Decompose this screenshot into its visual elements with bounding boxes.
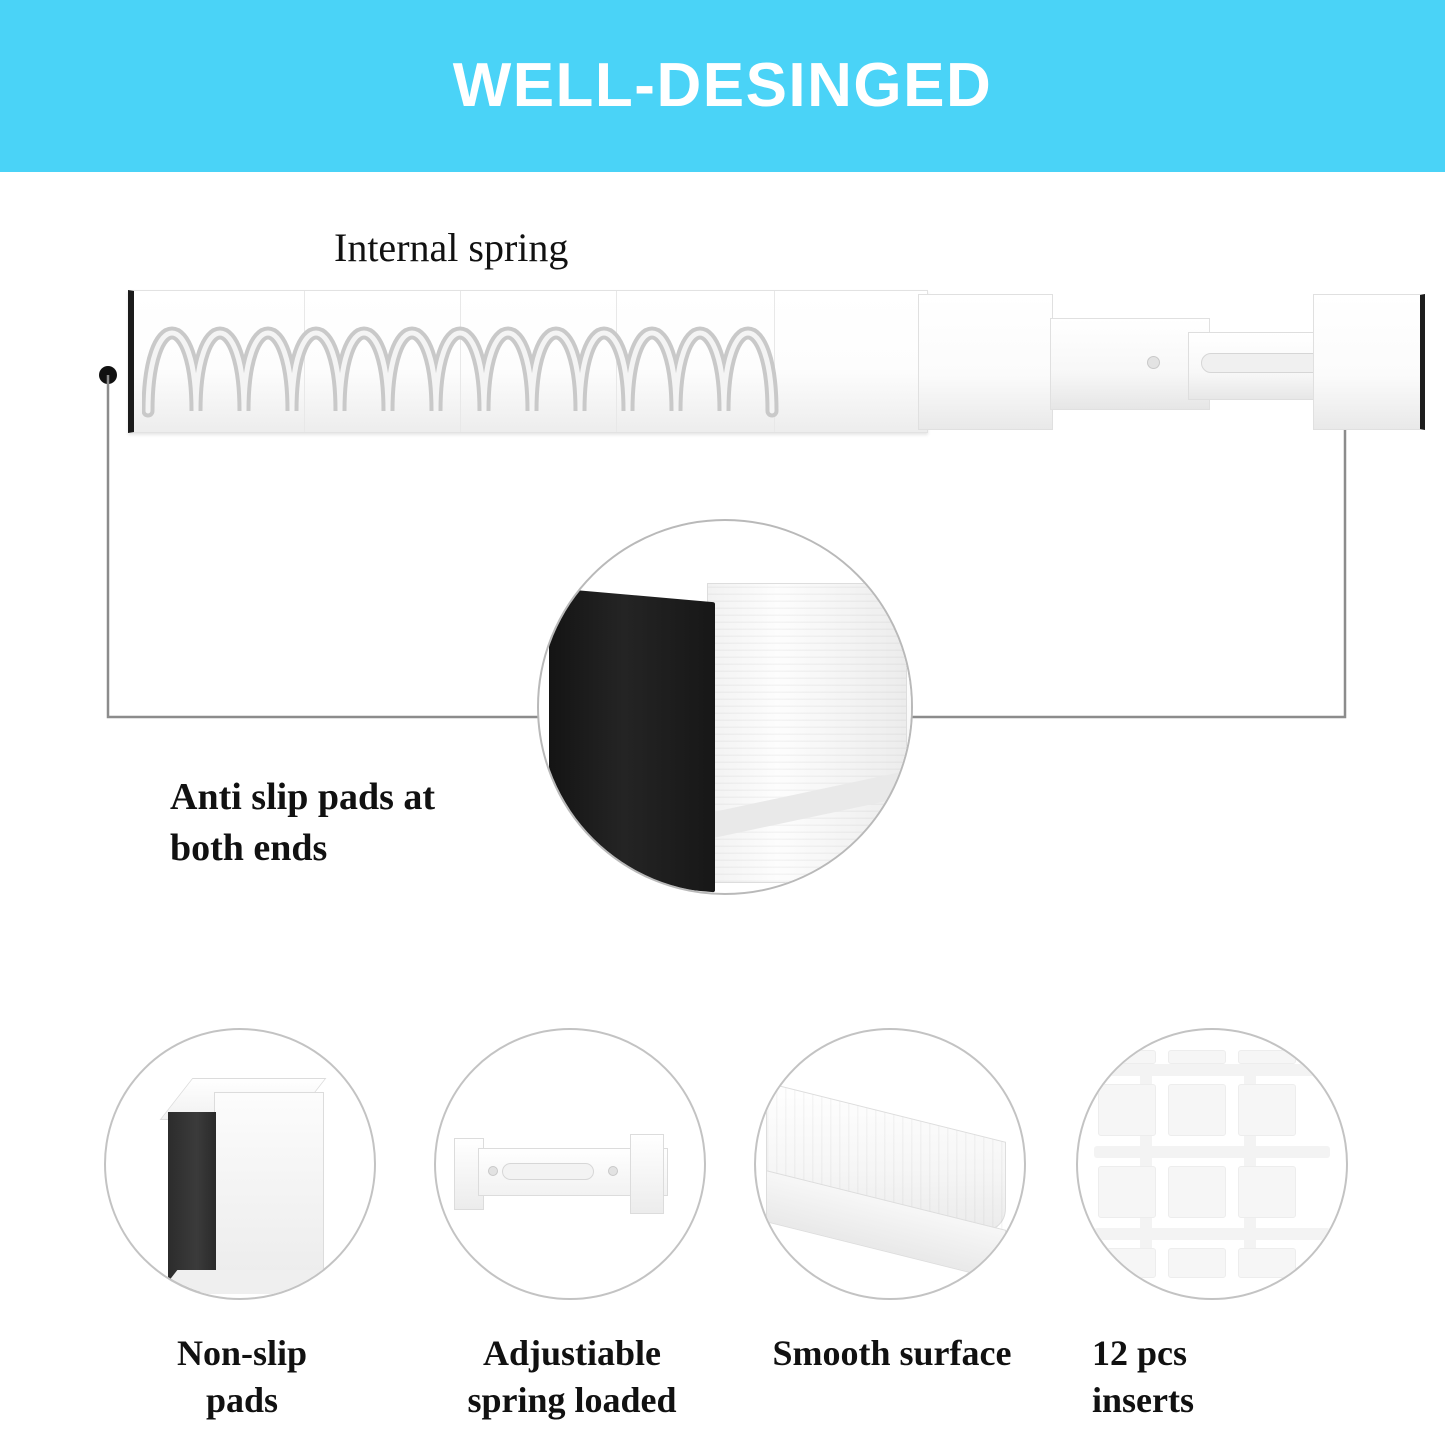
rod-inner-segment: [1050, 318, 1210, 410]
internal-spring-label: Internal spring: [334, 225, 569, 270]
page-title: WELL-DESINGED: [452, 51, 993, 120]
anti-slip-pads-label: [170, 772, 500, 875]
feature-inserts: [1064, 1010, 1394, 1440]
feature-smooth-surface: [742, 1010, 1072, 1440]
feature-caption-line1: Adjustiable: [482, 1333, 662, 1373]
feature-image-non-slip-pads: [104, 1028, 376, 1300]
feature-non-slip-pads: [92, 1010, 422, 1440]
rod-mid-segment: [918, 294, 1053, 430]
pad-block-bottom-face: [159, 1270, 334, 1294]
inserts-grid: [1094, 1050, 1330, 1278]
rod-end-cap: [1313, 294, 1425, 430]
top-diagram-section: [0, 172, 1445, 962]
pad-block-black-pad: [168, 1112, 216, 1292]
bracket-screw-hole: [608, 1166, 618, 1176]
feature-adjustable-spring-loaded: [422, 1010, 752, 1440]
feature-image-inserts: [1076, 1028, 1348, 1300]
bracket-screw-hole: [488, 1166, 498, 1176]
feature-caption-line2: spring loaded: [467, 1379, 677, 1420]
bracket-slot: [502, 1163, 594, 1180]
closeup-surface-texture: [708, 584, 906, 882]
feature-caption-line1: Smooth surface: [772, 1333, 1012, 1373]
anti-slip-pads-label-line2: both ends: [170, 827, 328, 870]
anti-slip-pads-label-line1: Anti slip pads at: [170, 776, 436, 818]
closeup-rod-side-face: [707, 583, 907, 883]
closeup-black-pad: [549, 588, 715, 893]
feature-caption-non-slip-pads: [92, 1330, 392, 1424]
tension-rod-illustration: [128, 290, 1323, 440]
rod-screw-hole: [1147, 356, 1160, 369]
rod-main-body: [128, 290, 928, 433]
internal-spring-graphic: [142, 299, 802, 423]
feature-caption-line2: pads: [205, 1379, 279, 1420]
anti-slip-pad-closeup: [537, 519, 913, 895]
feature-image-adjustable-spring-loaded: [434, 1028, 706, 1300]
bracket-right-cap: [630, 1134, 664, 1214]
pad-block-front-face: [214, 1092, 324, 1272]
feature-caption-smooth-surface: [742, 1330, 1042, 1377]
rod-adjust-slot: [1201, 353, 1323, 373]
feature-image-smooth-surface: [754, 1028, 1026, 1300]
header-banner: [0, 0, 1445, 172]
feature-caption-line1: Non-slip: [176, 1333, 308, 1373]
feature-caption-inserts: [1064, 1330, 1372, 1424]
feature-caption-line2: inserts: [1092, 1379, 1194, 1420]
feature-row: [0, 1010, 1445, 1440]
feature-caption-adjustable-spring-loaded: [422, 1330, 722, 1424]
feature-caption-line1: 12 pcs: [1092, 1333, 1188, 1373]
